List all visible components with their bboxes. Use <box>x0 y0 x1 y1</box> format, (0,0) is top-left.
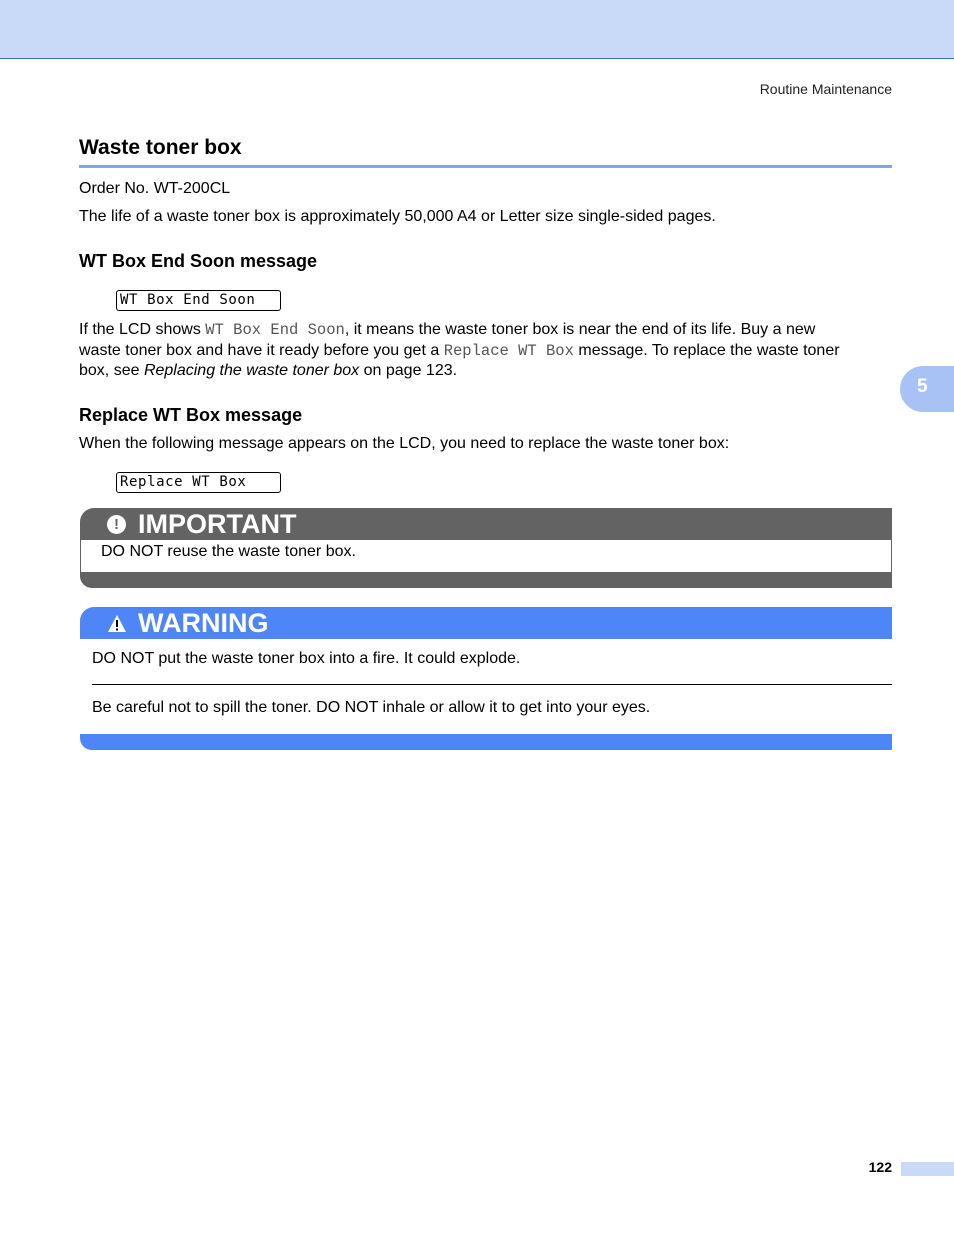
section-title: Waste toner box <box>79 136 242 159</box>
lcd-replace: Replace WT Box <box>116 472 281 493</box>
warning-item: DO NOT put the waste toner box into a fire. It could explode. <box>92 650 521 667</box>
inline-code: WT Box End Soon <box>205 321 345 339</box>
inline-code: Replace WT Box <box>443 341 574 360</box>
end-soon-paragraph <box>79 320 840 382</box>
text-run: If the LCD shows <box>79 321 206 338</box>
text-run: message. To replace the waste toner <box>573 341 840 359</box>
chapter-number: 5 <box>917 376 928 397</box>
warning-divider <box>92 684 892 685</box>
text-run: , it means the waste toner box is near the end of its life. Buy a new <box>344 321 816 338</box>
important-label: IMPORTANT <box>138 509 297 539</box>
replace-text: When the following message appears on the LCD, you need to replace the waste toner box: <box>79 435 730 452</box>
replace-title: Replace WT Box message <box>79 405 303 425</box>
warning-label: WARNING <box>138 608 269 638</box>
life-text: The life of a waste toner box is approximately 50,000 A4 or Letter size single-sided pages. <box>79 208 716 225</box>
exclamation-circle-icon: ! <box>107 515 126 534</box>
warning-header <box>80 607 892 639</box>
warning-item: Be careful not to spill the toner. DO NOT inhale or allow it to get into your eyes. <box>92 699 651 716</box>
important-text: DO NOT reuse the waste toner box. <box>101 543 356 560</box>
warning-footer <box>80 734 892 750</box>
text-run: waste toner box and have it ready before you get a <box>79 341 444 359</box>
header-band <box>0 0 954 59</box>
running-title: Routine Maintenance <box>759 81 892 97</box>
text-run: box, see <box>79 362 144 379</box>
text-run: on page 123. <box>359 362 458 379</box>
page-number: 122 <box>868 1159 892 1175</box>
page-number-band <box>901 1162 954 1176</box>
end-soon-title: WT Box End Soon message <box>79 251 318 271</box>
title-underline <box>79 165 892 168</box>
lcd-end-soon: WT Box End Soon <box>116 290 281 311</box>
chapter-tab[interactable] <box>900 366 954 412</box>
important-border-right <box>891 540 892 572</box>
important-header <box>80 508 892 540</box>
important-footer <box>80 572 892 588</box>
order-number: Order No. WT-200CL <box>79 180 231 197</box>
cross-reference-link[interactable]: Replacing the waste toner box <box>143 362 360 379</box>
important-border-left <box>80 540 81 572</box>
warning-triangle-icon <box>107 614 127 633</box>
